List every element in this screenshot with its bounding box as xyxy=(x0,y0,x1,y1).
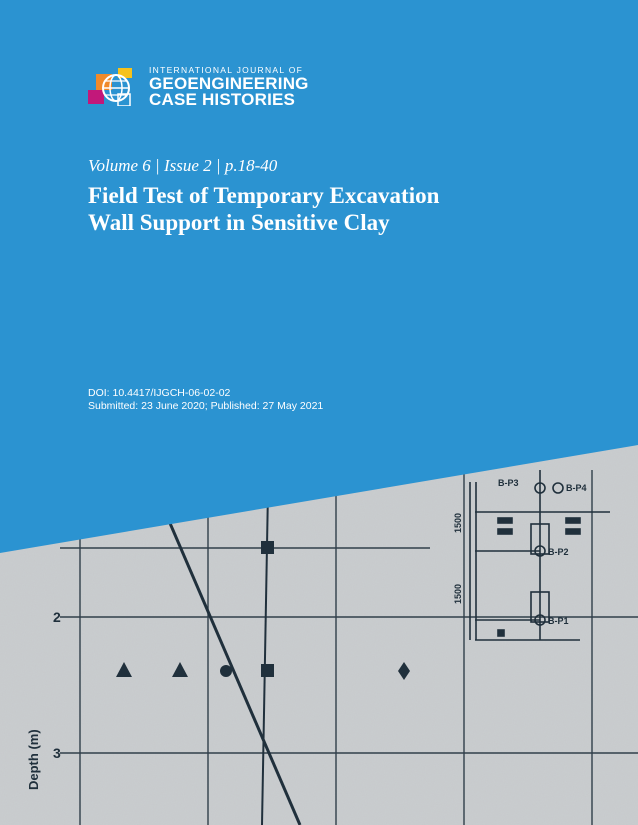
article-title-line2: Wall Support in Sensitive Clay xyxy=(88,210,390,235)
article-meta xyxy=(88,387,323,413)
journal-name-line2: GEOENGINEERING xyxy=(149,74,309,93)
article-title-line1: Field Test of Temporary Excavation xyxy=(88,183,440,208)
issue-info: Volume 6 | Issue 2 | p.18-40 xyxy=(88,156,278,175)
dim-label-2: 1500 xyxy=(453,583,463,604)
submission-dates: Submitted: 23 June 2020; Published: 27 May 2021 xyxy=(88,400,324,412)
journal-name-line3: CASE HISTORIES xyxy=(149,90,296,109)
piezometer-label-bp1: B-P1 xyxy=(548,616,569,626)
piezometer-label-bp2: B-P2 xyxy=(548,547,569,557)
article-title xyxy=(88,182,538,236)
piezometer-label-bp4: B-P4 xyxy=(566,483,587,493)
piezometer-label-bp3: B-P3 xyxy=(498,478,519,488)
doi: DOI: 10.4417/IJGCH-06-02-02 xyxy=(88,387,231,399)
globe-logo-icon xyxy=(88,68,140,106)
journal-logo xyxy=(88,64,318,109)
journal-name-line1: INTERNATIONAL JOURNAL OF xyxy=(149,65,304,75)
depth-tick-3: 3 xyxy=(53,745,61,761)
depth-tick-2: 2 xyxy=(53,609,61,625)
dim-label-1: 1500 xyxy=(453,512,463,533)
depth-axis-label: Depth (m) xyxy=(26,729,41,790)
